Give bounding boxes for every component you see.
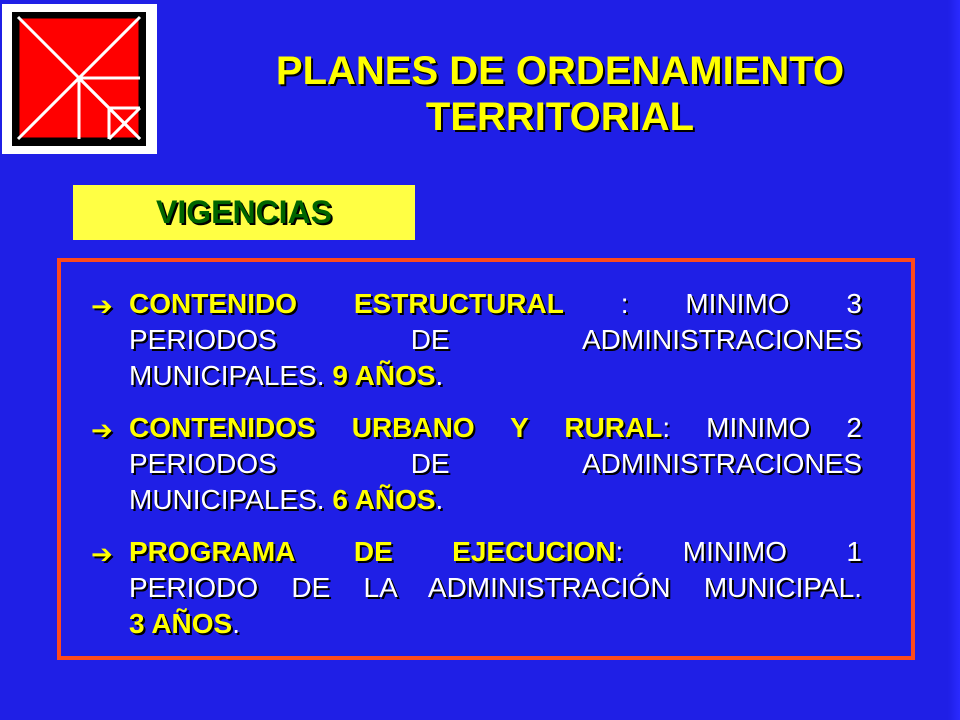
title-line-2: TERRITORIAL — [425, 95, 695, 139]
section-tag-label: VIGENCIAS — [155, 194, 333, 230]
item-line2: PERIODO DE LA ADMINISTRACIÓN MUNICIPAL. — [129, 572, 862, 603]
item-line3: MUNICIPALES. — [129, 360, 333, 391]
item-years: 9 AÑOS — [332, 360, 436, 391]
item-lead: PROGRAMA DE EJECUCION — [129, 536, 616, 567]
list-item — [91, 410, 862, 518]
item-line1-rest: : MINIMO 2 — [662, 412, 862, 443]
right-edge-strip — [948, 0, 960, 720]
item-end: . — [435, 484, 444, 515]
item-years: 3 AÑOS — [129, 608, 233, 639]
item-end: . — [435, 360, 444, 391]
logo — [2, 4, 157, 154]
list-item — [91, 286, 863, 394]
item-line2: PERIODOS DE ADMINISTRACIONES — [129, 324, 862, 355]
item-line3: MUNICIPALES. — [129, 484, 333, 515]
arrow-bullet-icon: ➔ — [91, 415, 113, 445]
title-line-1: PLANES DE ORDENAMIENTO — [275, 49, 845, 93]
logo-icon — [8, 9, 154, 149]
list-item — [91, 534, 862, 642]
arrow-bullet-icon: ➔ — [91, 291, 113, 321]
arrow-bullet-icon: ➔ — [91, 539, 113, 569]
item-line2: PERIODOS DE ADMINISTRACIONES — [129, 448, 862, 479]
item-end: . — [232, 608, 240, 639]
page-title — [190, 48, 930, 140]
content-frame — [57, 258, 915, 660]
section-tag — [73, 185, 415, 240]
item-lead: CONTENIDO ESTRUCTURAL — [129, 288, 564, 319]
item-line1-rest: : MINIMO 1 — [615, 536, 862, 567]
item-line1-rest: : MINIMO 3 — [563, 288, 863, 319]
item-lead: CONTENIDOS URBANO Y RURAL — [129, 412, 663, 443]
item-years: 6 AÑOS — [332, 484, 436, 515]
